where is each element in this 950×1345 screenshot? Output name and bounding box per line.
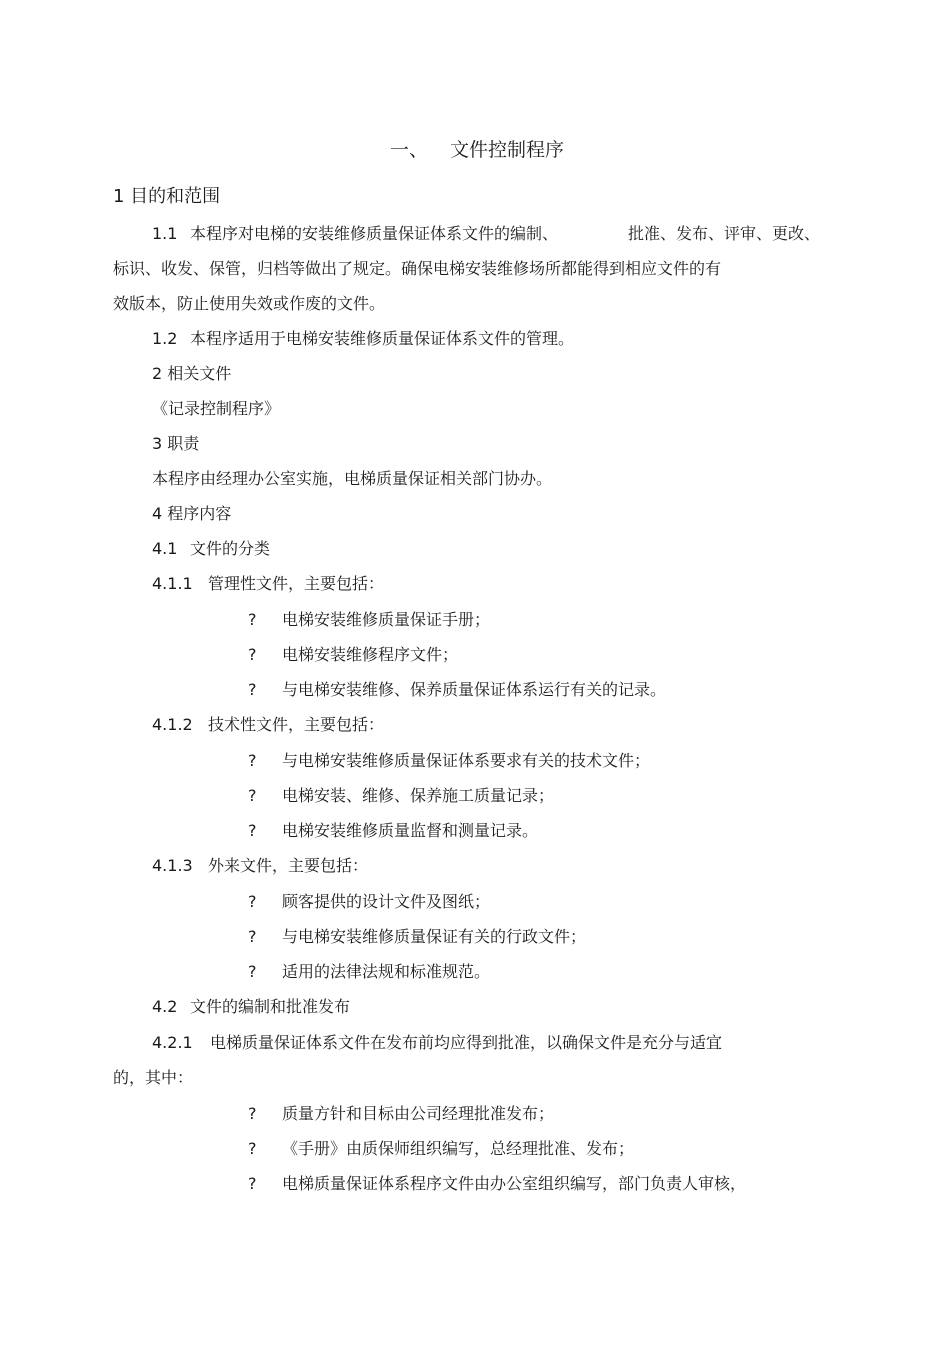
bullet-marker: ? (248, 892, 257, 911)
list-item: 电梯安装、维修、保养施工质量记录； (282, 786, 555, 805)
list-item: 电梯安装维修质量保证手册； (282, 610, 491, 629)
para-4-1-number: 4.1 (152, 539, 178, 558)
list-item: 电梯质量保证体系程序文件由办公室组织编写，部门负责人审核， (282, 1174, 747, 1193)
list-item: 电梯安装维修质量监督和测量记录。 (282, 821, 539, 840)
doc-title: 文件控制程序 (450, 139, 565, 161)
bullet-marker: ? (248, 1139, 257, 1158)
para-1-1-line-2: 标识、收发、保管，归档等做出了规定。确保电梯安装维修场所都能得到相应文件的有 (113, 259, 722, 278)
bullet-marker: ? (248, 645, 257, 664)
para-4-1-1-text: 管理性文件，主要包括： (208, 574, 385, 593)
bullet-marker: ? (248, 751, 257, 770)
section-4-heading: 4 程序内容 (152, 504, 232, 523)
para-4-2-1-line-2: 的，其中： (113, 1068, 194, 1087)
list-item: 《手册》由质保师组织编写，总经理批准、发布； (282, 1139, 635, 1158)
para-1-2-number: 1.2 (152, 329, 178, 348)
para-1-2-text: 本程序适用于电梯安装维修质量保证体系文件的管理。 (190, 329, 575, 348)
section-3-heading: 3 职责 (152, 434, 200, 453)
list-item: 质量方针和目标由公司经理批准发布； (282, 1104, 555, 1123)
list-item: 与电梯安装维修质量保证有关的行政文件； (282, 927, 587, 946)
para-4-2-number: 4.2 (152, 997, 178, 1016)
para-4-1-2-text: 技术性文件，主要包括： (208, 715, 385, 734)
list-item: 适用的法律法规和标准规范。 (282, 962, 491, 981)
para-4-1-1-number: 4.1.1 (152, 574, 193, 593)
bullet-marker: ? (248, 610, 257, 629)
list-item: 与电梯安装维修、保养质量保证体系运行有关的记录。 (282, 680, 667, 699)
para-1-1-line-3: 效版本，防止使用失效或作废的文件。 (113, 294, 386, 313)
para-4-1-text: 文件的分类 (190, 539, 271, 558)
bullet-marker: ? (248, 1174, 257, 1193)
para-4-2-text: 文件的编制和批准发布 (190, 997, 351, 1016)
para-4-1-3-number: 4.1.3 (152, 856, 193, 875)
para-1-1-text-b: 批准、发布、评审、更改、 (628, 224, 821, 243)
bullet-marker: ? (248, 821, 257, 840)
para-1-1-text-a: 本程序对电梯的安装维修质量保证体系文件的编制、 (190, 224, 559, 243)
responsibility-text: 本程序由经理办公室实施，电梯质量保证相关部门协办。 (152, 469, 553, 488)
list-item: 与电梯安装维修质量保证体系要求有关的技术文件； (282, 751, 651, 770)
bullet-marker: ? (248, 1104, 257, 1123)
section-2-heading: 2 相关文件 (152, 364, 232, 383)
bullet-marker: ? (248, 927, 257, 946)
doc-title-number: 一、 (390, 139, 429, 161)
bullet-marker: ? (248, 680, 257, 699)
para-4-2-1-text: 电梯质量保证体系文件在发布前均应得到批准，以确保文件是充分与适宜 (210, 1033, 723, 1052)
para-4-1-2-number: 4.1.2 (152, 715, 193, 734)
para-4-1-3-text: 外来文件，主要包括： (208, 856, 369, 875)
related-document-item: 《记录控制程序》 (152, 399, 281, 418)
para-4-2-1-number: 4.2.1 (152, 1033, 193, 1052)
list-item: 电梯安装维修程序文件； (282, 645, 459, 664)
para-1-1-number: 1.1 (152, 224, 178, 243)
list-item: 顾客提供的设计文件及图纸； (282, 892, 491, 911)
section-1-heading: 1 目的和范围 (113, 186, 221, 207)
bullet-marker: ? (248, 786, 257, 805)
bullet-marker: ? (248, 962, 257, 981)
